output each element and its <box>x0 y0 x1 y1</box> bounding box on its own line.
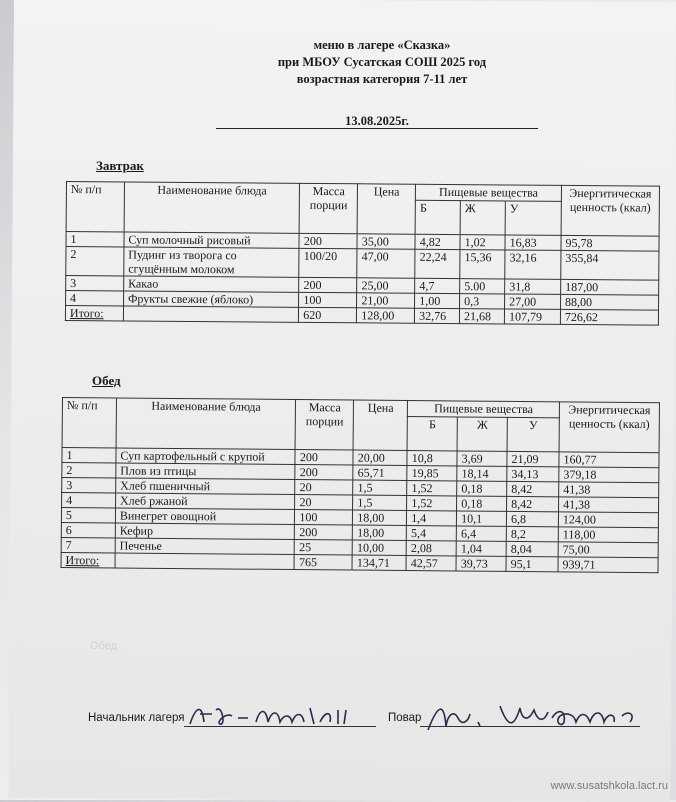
total-mass: 620 <box>299 307 357 322</box>
dish-kcal: 355,84 <box>561 250 659 280</box>
row-number: 5 <box>61 508 115 523</box>
dish-name: Печенье <box>115 538 295 555</box>
total-price: 134,71 <box>352 555 406 570</box>
dish-protein: 19,85 <box>407 466 457 481</box>
dish-carbs: 8,42 <box>507 496 559 511</box>
dish-mass: 200 <box>295 450 353 466</box>
row-number: 2 <box>66 247 124 276</box>
col-b: Б <box>407 417 457 451</box>
cook-label: Повар <box>388 712 422 724</box>
dish-name: Суп картофельный с крупой <box>116 448 296 465</box>
col-b: Б <box>415 200 460 234</box>
dish-fat: 10,1 <box>457 511 507 526</box>
row-number: 3 <box>66 276 124 291</box>
lunch-table <box>61 397 660 573</box>
dish-carbs: 34,13 <box>507 466 559 481</box>
row-number: 6 <box>61 522 115 537</box>
dish-name: Кефир <box>115 523 295 540</box>
dish-mass: 100 <box>295 510 353 526</box>
dish-mass: 100/20 <box>299 248 357 277</box>
total-protein: 32,76 <box>415 308 460 323</box>
dish-fat: 1,02 <box>460 235 505 250</box>
col-price: Цена <box>357 184 415 234</box>
total-carbs: 95,1 <box>506 556 558 571</box>
dish-protein: 22,24 <box>415 249 460 278</box>
dish-fat: 6,4 <box>456 526 506 541</box>
row-number: 7 <box>61 537 115 552</box>
row-number: 4 <box>62 493 116 508</box>
dish-carbs: 21,09 <box>507 451 559 466</box>
dish-kcal: 41,38 <box>559 482 659 498</box>
dish-price: 25,00 <box>357 278 415 293</box>
row-number: 3 <box>62 478 116 493</box>
dish-protein: 1,52 <box>407 481 457 496</box>
dish-name: Какао <box>124 276 300 292</box>
cook-signature <box>424 700 644 734</box>
dish-fat: 3,69 <box>457 451 507 466</box>
dish-kcal: 75,00 <box>558 542 658 558</box>
date-underline <box>216 128 538 129</box>
row-number: 1 <box>66 232 124 247</box>
total-label: Итого: <box>61 552 115 567</box>
total-protein: 42,57 <box>406 556 456 571</box>
row-number: 2 <box>62 463 116 478</box>
col-energy: Энергитическая ценность (ккал) <box>559 402 659 453</box>
total-empty-cell <box>115 553 295 570</box>
dish-price: 18,00 <box>353 525 407 540</box>
dish-mass: 20 <box>295 480 353 496</box>
total-label: Итого: <box>65 306 123 321</box>
dish-price: 65,71 <box>353 465 407 480</box>
row-number: 4 <box>66 291 124 306</box>
dish-carbs: 31,8 <box>505 279 561 294</box>
dish-name: Пудинг из творога со сгущённым молоком <box>124 247 300 277</box>
dish-name: Фрукты свежие (яблоко) <box>123 291 299 307</box>
col-u: У <box>507 417 559 451</box>
total-kcal: 726,62 <box>560 309 658 325</box>
table-row <box>66 247 659 281</box>
col-dish: Наименование блюда <box>124 182 300 233</box>
age-category: возрастная категория 7-11 лет <box>296 72 468 86</box>
dish-protein: 4,7 <box>415 278 460 293</box>
dish-kcal: 118,00 <box>558 527 658 543</box>
dish-price: 35,00 <box>357 234 415 249</box>
dish-mass: 200 <box>299 277 357 292</box>
col-energy: Энергитическая ценность (ккал) <box>561 185 659 236</box>
dish-protein: 1,4 <box>407 511 457 526</box>
col-zh: Ж <box>460 201 505 235</box>
dish-price: 10,00 <box>352 540 406 555</box>
dish-mass: 20 <box>295 495 353 511</box>
dish-protein: 1,52 <box>407 496 457 511</box>
dish-kcal: 379,18 <box>559 467 659 483</box>
menu-date: 13.08.2025г. <box>345 114 409 128</box>
dish-protein: 2,08 <box>406 541 456 556</box>
dish-kcal: 41,38 <box>559 497 659 513</box>
dish-fat: 0,18 <box>457 496 507 511</box>
dish-name: Суп молочный рисовый <box>124 232 300 248</box>
dish-protein: 1,00 <box>415 293 460 308</box>
dish-fat: 15,36 <box>460 250 505 279</box>
dish-name: Плов из птицы <box>116 463 296 480</box>
col-nutrients: Пищевые вещества <box>416 184 562 201</box>
dish-protein: 4,82 <box>415 234 460 249</box>
school-line: при МБОУ Сусатская СОШ 2025 год <box>277 55 487 69</box>
total-fat: 21,68 <box>460 309 505 324</box>
dish-protein: 5,4 <box>407 526 457 541</box>
dish-name: Хлеб ржаной <box>115 493 295 510</box>
site-watermark: www.susatshkola.lact.ru <box>550 780 668 792</box>
total-kcal: 939,71 <box>558 557 658 573</box>
dish-price: 20,00 <box>353 450 407 465</box>
dish-fat: 5.00 <box>460 279 505 294</box>
breakfast-title: Завтрак <box>96 158 144 173</box>
head-signature <box>186 700 376 732</box>
bleed-through-text: Обед <box>90 640 118 652</box>
dish-price: 21,00 <box>357 293 415 308</box>
total-carbs: 107,79 <box>504 309 560 324</box>
dish-price: 1,5 <box>353 480 407 495</box>
col-u: У <box>505 201 561 235</box>
dish-name: Хлеб пшеничный <box>116 478 296 495</box>
lunch-rows <box>61 448 659 573</box>
dish-fat: 1,04 <box>456 541 506 556</box>
col-dish: Наименование блюда <box>116 398 296 450</box>
dish-mass: 25 <box>295 540 353 556</box>
dish-protein: 10,8 <box>407 451 457 466</box>
dish-mass: 200 <box>299 233 357 248</box>
row-number: 1 <box>62 448 116 463</box>
col-price: Цена <box>353 400 407 450</box>
dish-carbs: 8,42 <box>507 481 559 496</box>
dish-price: 1,5 <box>353 495 407 510</box>
lunch-title: Обед <box>92 373 121 388</box>
dish-price: 47,00 <box>357 249 415 278</box>
dish-carbs: 32,16 <box>505 250 561 279</box>
dish-carbs: 16,83 <box>505 235 561 250</box>
dish-mass: 100 <box>299 292 357 307</box>
dish-carbs: 8,2 <box>506 526 558 541</box>
dish-mass: 200 <box>295 525 353 541</box>
breakfast-rows <box>65 232 659 326</box>
dish-price: 18,00 <box>353 510 407 525</box>
total-mass: 765 <box>294 555 352 571</box>
breakfast-table <box>65 181 660 326</box>
dish-kcal: 160,77 <box>559 452 659 468</box>
dish-fat: 0,3 <box>460 294 505 309</box>
col-num: № п/п <box>66 182 124 232</box>
dish-carbs: 6,8 <box>506 511 558 526</box>
dish-kcal: 88,00 <box>560 294 658 310</box>
dish-name: Винегрет овощной <box>115 508 295 525</box>
head-label: Начальник лагеря <box>88 712 185 724</box>
dish-mass: 200 <box>295 465 353 481</box>
dish-kcal: 124,00 <box>558 512 658 528</box>
col-mass: Масса порции <box>295 400 353 451</box>
menu-title: меню в лагере «Сказка» <box>313 38 451 52</box>
col-mass: Масса порции <box>299 183 357 233</box>
total-price: 128,00 <box>357 308 415 323</box>
dish-fat: 18,14 <box>457 466 507 481</box>
dish-kcal: 95,78 <box>561 235 659 251</box>
dish-fat: 0,18 <box>457 481 507 496</box>
col-num: № п/п <box>62 398 116 448</box>
total-empty-cell <box>123 306 299 322</box>
dish-kcal: 187,00 <box>561 279 659 295</box>
dish-carbs: 8,04 <box>506 541 558 556</box>
col-zh: Ж <box>457 417 507 451</box>
dish-carbs: 27,00 <box>505 294 561 309</box>
total-fat: 39,73 <box>456 556 506 571</box>
col-nutrients: Пищевые вещества <box>408 401 560 418</box>
